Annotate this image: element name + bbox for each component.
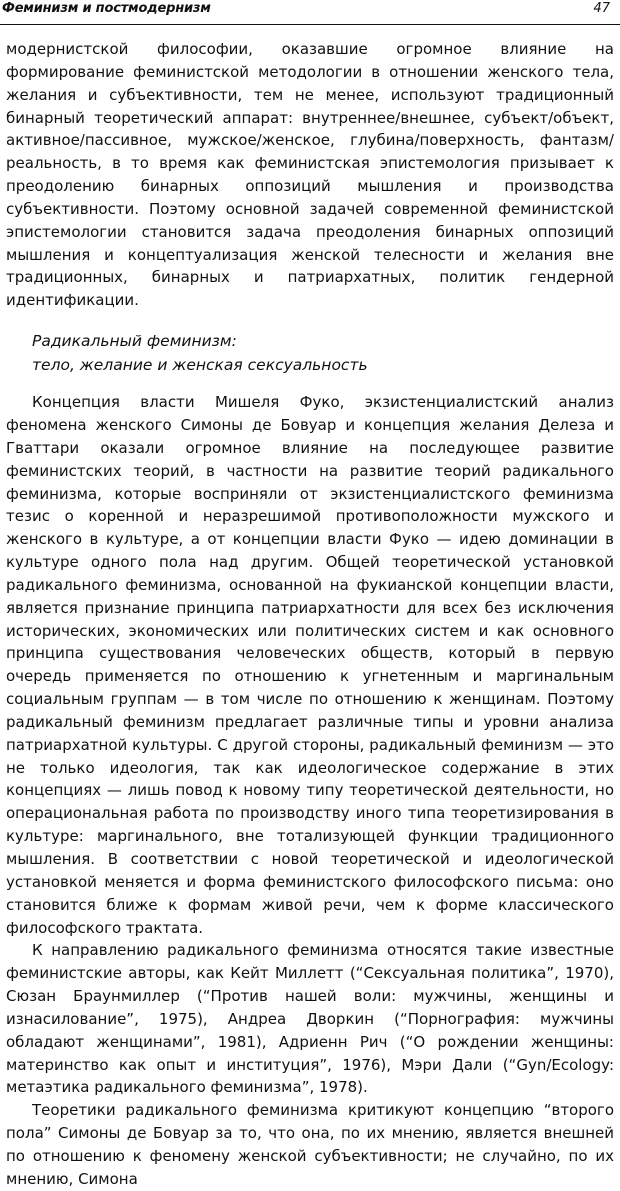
paragraph: Теоретики радикального феминизма критикуют концепцию “второго пола” Симоны де Бовуар за то, что она, по их мнению, является внешней по отношению к феномену женской субъективности; не случайно, по их мнению, Симона <box>6 1101 614 1188</box>
running-title: Феминизм и постмодернизм <box>2 1 211 16</box>
section-heading <box>6 329 614 377</box>
paragraph: К направлению радикального феминизма относятся такие известные феминистские авторы, как Кейт Миллетт (“Сексуальная политика”, 1970), Сюзан Браунмиллер (“Против нашей воли: мужчины, женщины и изнасилование”, 1975), Андреа Дворкин (“Порнография: мужчины обладают женщинами”, 1981), Адриенн Рич (“О рождении женщины: материнство как опыт и институция”, 1976), Мэри Дали (“Gyn/Ecology: метаэтика радикального феминизма”, 1978). <box>6 941 614 1097</box>
page-number: 47 <box>593 1 610 16</box>
body-text <box>6 38 614 1191</box>
running-header <box>0 0 620 25</box>
section-heading-line-1: Радикальный феминизм: <box>32 332 237 351</box>
paragraph-continued: модернистской философии, оказавшие огромное влияние на формирование феминистской методологии в отношении женского тела, желания и субъективности, тем не менее, используют традиционный бинарный теоретический аппарат: внутреннее/внешнее, субъект/объект, активное/пассивное, мужское/женское, глубина/поверхность, фантазм/реальность, в то время как феминистская эпистемология призывает к преодолению бинарных оппозиций мышления и производства субъективности. Поэтому основной задачей современной феминистской эпистемологии становится задача преодоления бинарных оппозиций мышления и концептуализация женской телесности и желания вне традиционных, бинарных и патриархатных, политик гендерной идентификации. <box>6 40 614 310</box>
section-heading-line-2: тело, желание и женская сексуальность <box>32 356 368 375</box>
paragraph: Концепция власти Мишеля Фуко, экзистенциалистский анализ феномена женского Симоны де Бовуар и концепция желания Делеза и Гваттари оказали огромное влияние на последующее развитие феминистских теорий, в частности на развитие теорий радикального феминизма, которые восприняли от экзистенциалистского феминизма тезис о коренной и неразрешимой противоположности мужского и женского в культуре, а от концепции власти Фуко — идею доминации в культуре одного пола над другим. Общей теоретической установкой радикального феминизма, основанной на фукианской концепции власти, является признание принципа патриархатности для всех без исключения исторических, экономических или политических систем и как основного принципа существования человеческих обществ, который в первую очередь применяется по отношению к угнетенным и маргинальным социальным группам — в том числе по отношению к женщинам. Поэтому радикальный феминизм предлагает различные типы и уровни анализа патриархатной культуры. С другой стороны, радикальный феминизм — это не только идеология, так как идеологическое содержание в этих концепциях — лишь повод к новому типу теоретической деятельности, но операциональная работа по производству иного типа теоретизирования в культуре: маргинального, вне тотализующей функции традиционного мышления. В соответствии с новой теоретической и идеологической установкой меняется и форма феминистского философского письма: оно становится ближе к формам живой речи, чем к форме классического философского трактата. <box>6 393 614 937</box>
